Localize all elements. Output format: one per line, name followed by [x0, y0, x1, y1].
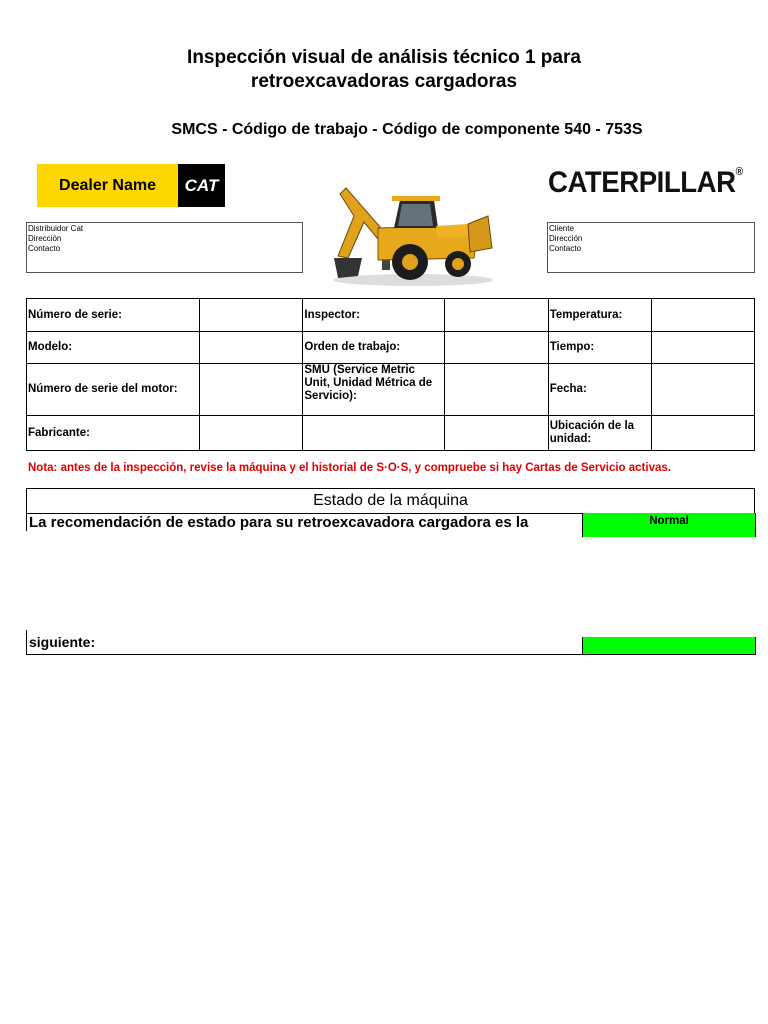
dealer-label: Distribuidor Cat	[28, 224, 84, 233]
machine-status-heading: Estado de la máquina	[26, 488, 755, 514]
title-line-2: retroexcavadoras cargadoras	[250, 71, 518, 92]
smu-label: SMU (Service Metric Unit, Unidad Métrica de Servicio):	[303, 364, 444, 416]
unit-location-label: Ubicación de la unidad:	[548, 416, 651, 451]
caterpillar-wordmark: CATERPILLAR	[548, 166, 736, 199]
client-contact-label: Contacto	[549, 244, 582, 253]
engine-serial-field[interactable]	[200, 364, 303, 416]
status-value-cell[interactable]	[582, 637, 756, 655]
backhoe-loader-image	[318, 166, 496, 290]
dealer-info-box[interactable]	[26, 222, 303, 273]
date-field[interactable]	[651, 364, 754, 416]
status-value-badge[interactable]: Normal	[582, 513, 756, 537]
serial-number-label: Número de serie:	[27, 299, 200, 332]
registered-mark: ®	[735, 166, 743, 178]
serial-number-field[interactable]	[200, 299, 303, 332]
title-line-1: Inspección visual de análisis técnico 1 para	[187, 47, 581, 68]
client-info-box[interactable]	[547, 222, 755, 273]
work-order-field[interactable]	[444, 332, 548, 364]
status-recommendation-end: siguiente:	[26, 630, 582, 655]
dealer-address-label: Dirección	[28, 234, 62, 243]
temperature-label: Temperatura:	[548, 299, 651, 332]
dealer-name-text: Dealer Name	[59, 177, 156, 194]
client-address-label: Dirección	[549, 234, 583, 243]
cat-badge: CAT	[178, 164, 225, 207]
page-subtitle: SMCS - Código de trabajo - Código de componente 540 - 753S	[171, 121, 643, 138]
inspector-label: Inspector:	[303, 299, 444, 332]
client-label: Cliente	[549, 224, 574, 233]
empty-cell	[444, 416, 548, 451]
model-field[interactable]	[200, 332, 303, 364]
unit-location-field[interactable]	[651, 416, 754, 451]
time-field[interactable]	[651, 332, 754, 364]
machine-status-section	[26, 488, 755, 655]
inspection-info-table	[26, 298, 755, 451]
empty-cell	[303, 416, 444, 451]
smu-field[interactable]	[444, 364, 548, 416]
page-title	[0, 46, 768, 94]
inspection-note: Nota: antes de la inspección, revise la máquina y el historial de S·O·S, y compruebe si hay Cartas de Servicio activas.	[28, 462, 671, 474]
temperature-field[interactable]	[651, 299, 754, 332]
dealer-logo	[37, 164, 225, 207]
caterpillar-logo	[548, 166, 741, 202]
engine-serial-label: Número de serie del motor:	[27, 364, 200, 416]
time-label: Tiempo:	[548, 332, 651, 364]
status-recommendation-text: La recomendación de estado para su retroexcavadora cargadora es la	[26, 513, 584, 531]
work-order-label: Orden de trabajo:	[303, 332, 444, 364]
date-label: Fecha:	[548, 364, 651, 416]
inspector-field[interactable]	[444, 299, 548, 332]
manufacturer-field[interactable]	[200, 416, 303, 451]
dealer-contact-label: Contacto	[28, 244, 61, 253]
manufacturer-label: Fabricante:	[27, 416, 200, 451]
model-label: Modelo:	[27, 332, 200, 364]
